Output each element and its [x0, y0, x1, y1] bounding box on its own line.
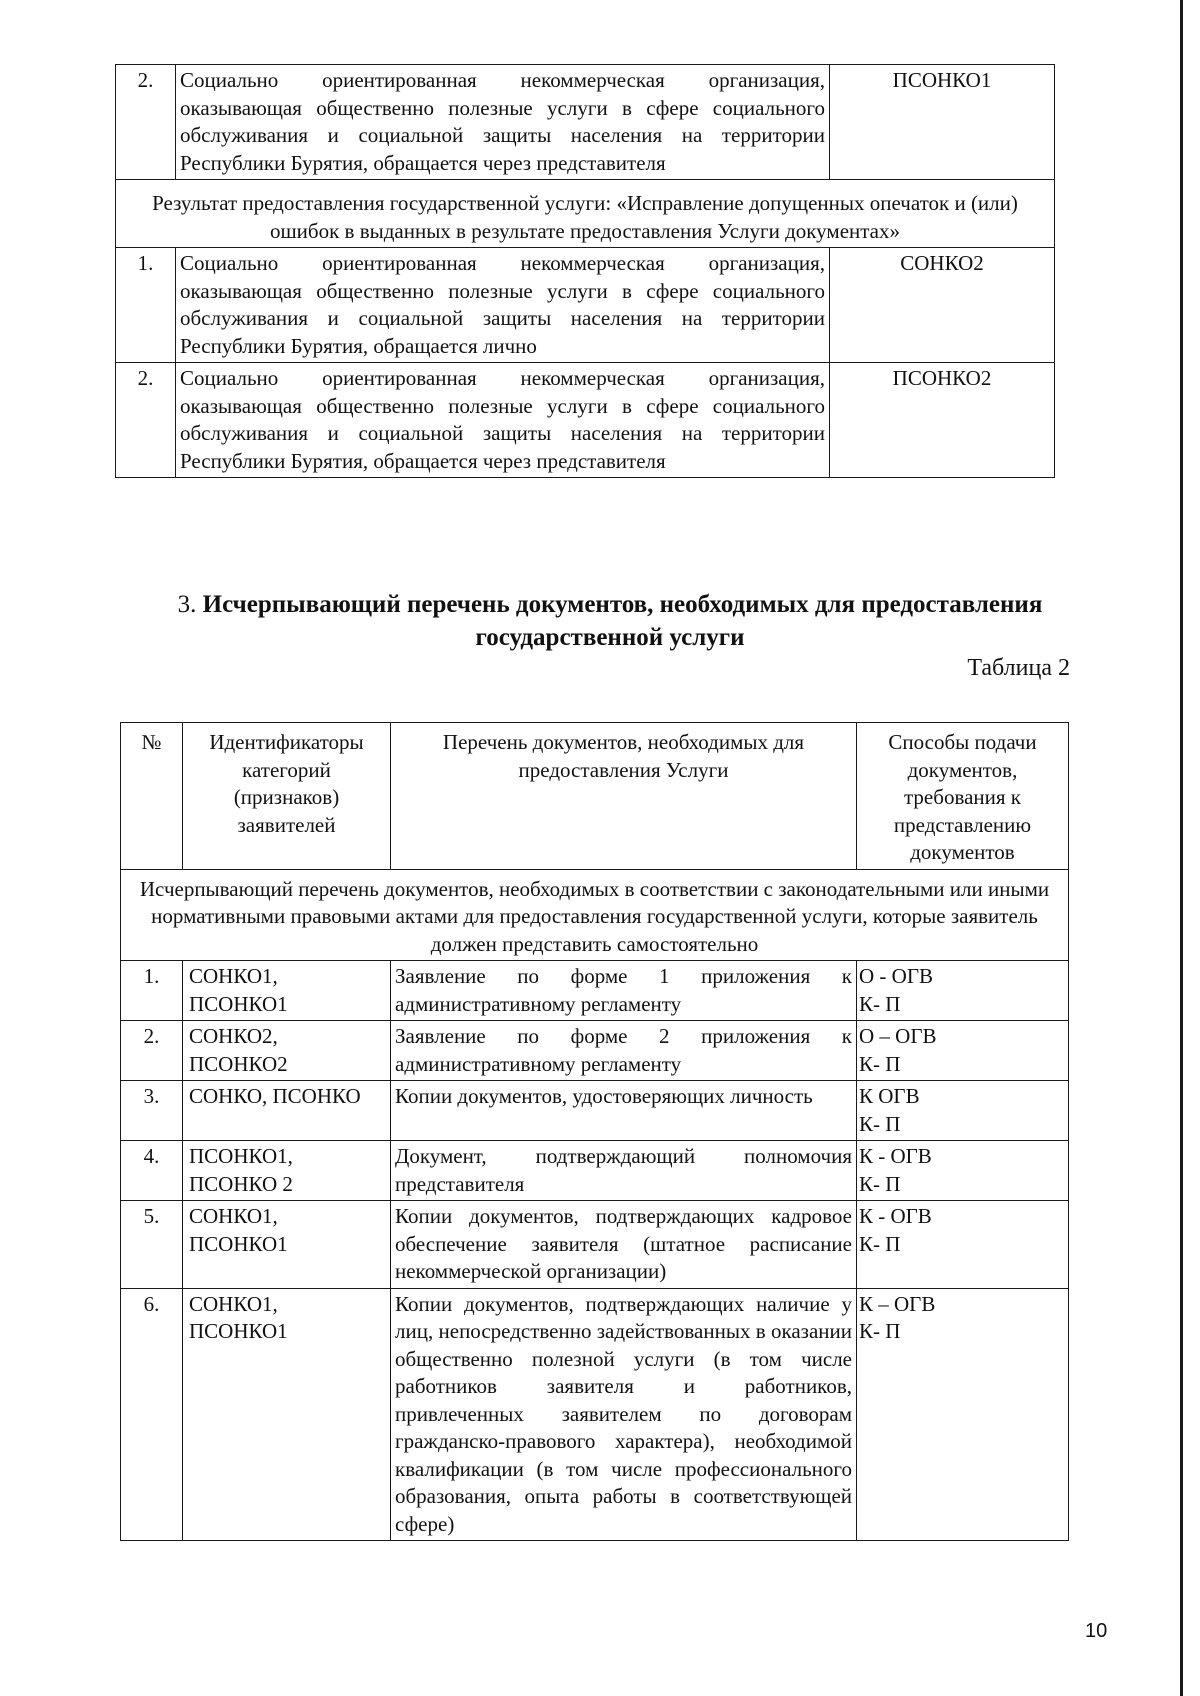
category-line: ПСОНКО1: [189, 1319, 288, 1343]
method-cell: [857, 1021, 1069, 1081]
table-row: [116, 248, 1055, 363]
row-number: 2.: [121, 1021, 183, 1081]
table-row: [121, 1201, 1069, 1289]
row-number: 6.: [121, 1288, 183, 1541]
method-cell: [857, 1288, 1069, 1541]
method-line: К - ОГВ: [859, 1144, 932, 1168]
category-cell: [183, 1141, 391, 1201]
documents-table: [120, 722, 1069, 1541]
document-name: Копии документов, удостоверяющих личность: [391, 1081, 857, 1141]
table-row: [121, 1081, 1069, 1141]
category-code: СОНКО2: [830, 248, 1055, 363]
row-number: 2.: [116, 65, 176, 180]
category-cell: [183, 1021, 391, 1081]
method-line: К- П: [859, 1231, 901, 1256]
method-line: К- П: [859, 1171, 901, 1196]
row-number: 3.: [121, 1081, 183, 1141]
method-cell: [857, 961, 1069, 1021]
result-text: Результат предоставления государственной услуги: «Исправление допущенных опечаток и (или) ошибок в выданных в результате предоставления Услуги документах»: [116, 180, 1055, 248]
section-row: [121, 869, 1069, 961]
category-cell: [183, 961, 391, 1021]
section-heading: [170, 588, 1050, 654]
header-row: [121, 723, 1069, 870]
category-line: СОНКО2,: [189, 1024, 278, 1048]
category-cell: [183, 1081, 391, 1141]
results-table: [115, 64, 1055, 478]
category-code: ПСОНКО1: [830, 65, 1055, 180]
table-row: [116, 363, 1055, 478]
table-row: [121, 1141, 1069, 1201]
method-line: О - ОГВ: [859, 964, 933, 988]
method-line: О – ОГВ: [859, 1024, 937, 1048]
header-categories: Идентификаторы категорий (признаков) заявителей: [183, 723, 391, 870]
category-cell: [183, 1201, 391, 1289]
document-name: Копии документов, подтверждающих наличие у лиц, непосредственно задействованных в оказании общественно полезной услуги (в том числе работников заявителя и работников, привлеченных заявителем по договорам гражданско-правового характера), необходимой квалификации (в том числе профессионального образования, опыта работы в соответствующей сфере): [391, 1288, 857, 1541]
header-documents: Перечень документов, необходимых для предоставления Услуги: [391, 723, 857, 870]
method-line: К- П: [859, 1111, 901, 1136]
table-row: [121, 1021, 1069, 1081]
row-number: 1.: [121, 961, 183, 1021]
table-row: [121, 961, 1069, 1021]
category-line: СОНКО1,: [189, 1291, 278, 1316]
document-name: Документ, подтверждающий полномочия представителя: [391, 1141, 857, 1201]
category-code: ПСОНКО2: [830, 363, 1055, 478]
scan-edge-line: [1180, 0, 1183, 1696]
table-row: [121, 1288, 1069, 1541]
method-cell: [857, 1081, 1069, 1141]
header-num: №: [121, 723, 183, 870]
applicant-description: Социально ориентированная некоммерческая организация, оказывающая общественно полезные услуги в сфере социального обслуживания и социальной защиты населения на территории Республики Бурятия, обращается лично: [176, 248, 830, 363]
category-line: СОНКО, ПСОНКО: [189, 1084, 361, 1108]
row-number: 4.: [121, 1141, 183, 1201]
document-name: Копии документов, подтверждающих кадровое обеспечение заявителя (штатное расписание некоммерческой организации): [391, 1201, 857, 1289]
method-cell: [857, 1141, 1069, 1201]
table-row: [116, 65, 1055, 180]
section-row-text: Исчерпывающий перечень документов, необходимых в соответствии с законодательными или иными нормативными правовыми актами для предоставления государственной услуги, которые заявитель должен представить самостоятельно: [121, 869, 1069, 961]
category-line: СОНКО1,: [189, 964, 278, 988]
table-label: Таблица 2: [967, 655, 1070, 681]
applicant-description: Социально ориентированная некоммерческая организация, оказывающая общественно полезные услуги в сфере социального обслуживания и социальной защиты населения на территории Республики Бурятия, обращается через представителя: [176, 363, 830, 478]
category-line: ПСОНКО1: [189, 991, 288, 1016]
method-line: К- П: [859, 1319, 901, 1343]
row-number: 2.: [116, 363, 176, 478]
document-name: Заявление по форме 1 приложения к административному регламенту: [391, 961, 857, 1021]
page-number: 10: [1085, 1620, 1108, 1642]
method-line: К- П: [859, 1051, 901, 1076]
header-methods: Способы подачи документов, требования к представлению документов: [857, 723, 1069, 870]
document-name: Заявление по форме 2 приложения к административному регламенту: [391, 1021, 857, 1081]
category-line: ПСОНКО2: [189, 1051, 288, 1076]
section-title: Исчерпывающий перечень документов, необходимых для предоставления государственной услуги: [202, 591, 1043, 651]
category-line: СОНКО1,: [189, 1204, 278, 1228]
applicant-description: Социально ориентированная некоммерческая организация, оказывающая общественно полезные услуги в сфере социального обслуживания и социальной защиты населения на территории Республики Бурятия, обращается через представителя: [176, 65, 830, 180]
row-number: 5.: [121, 1201, 183, 1289]
category-line: ПСОНКО1,: [189, 1144, 293, 1168]
method-line: К- П: [859, 991, 901, 1016]
method-line: К – ОГВ: [859, 1291, 936, 1316]
result-row: [116, 180, 1055, 248]
method-line: К - ОГВ: [859, 1204, 932, 1228]
category-cell: [183, 1288, 391, 1541]
method-cell: [857, 1201, 1069, 1289]
category-line: ПСОНКО 2: [189, 1171, 293, 1196]
section-number: 3.: [177, 591, 197, 618]
row-number: 1.: [116, 248, 176, 363]
category-line: ПСОНКО1: [189, 1231, 288, 1256]
method-line: К ОГВ: [859, 1084, 920, 1108]
